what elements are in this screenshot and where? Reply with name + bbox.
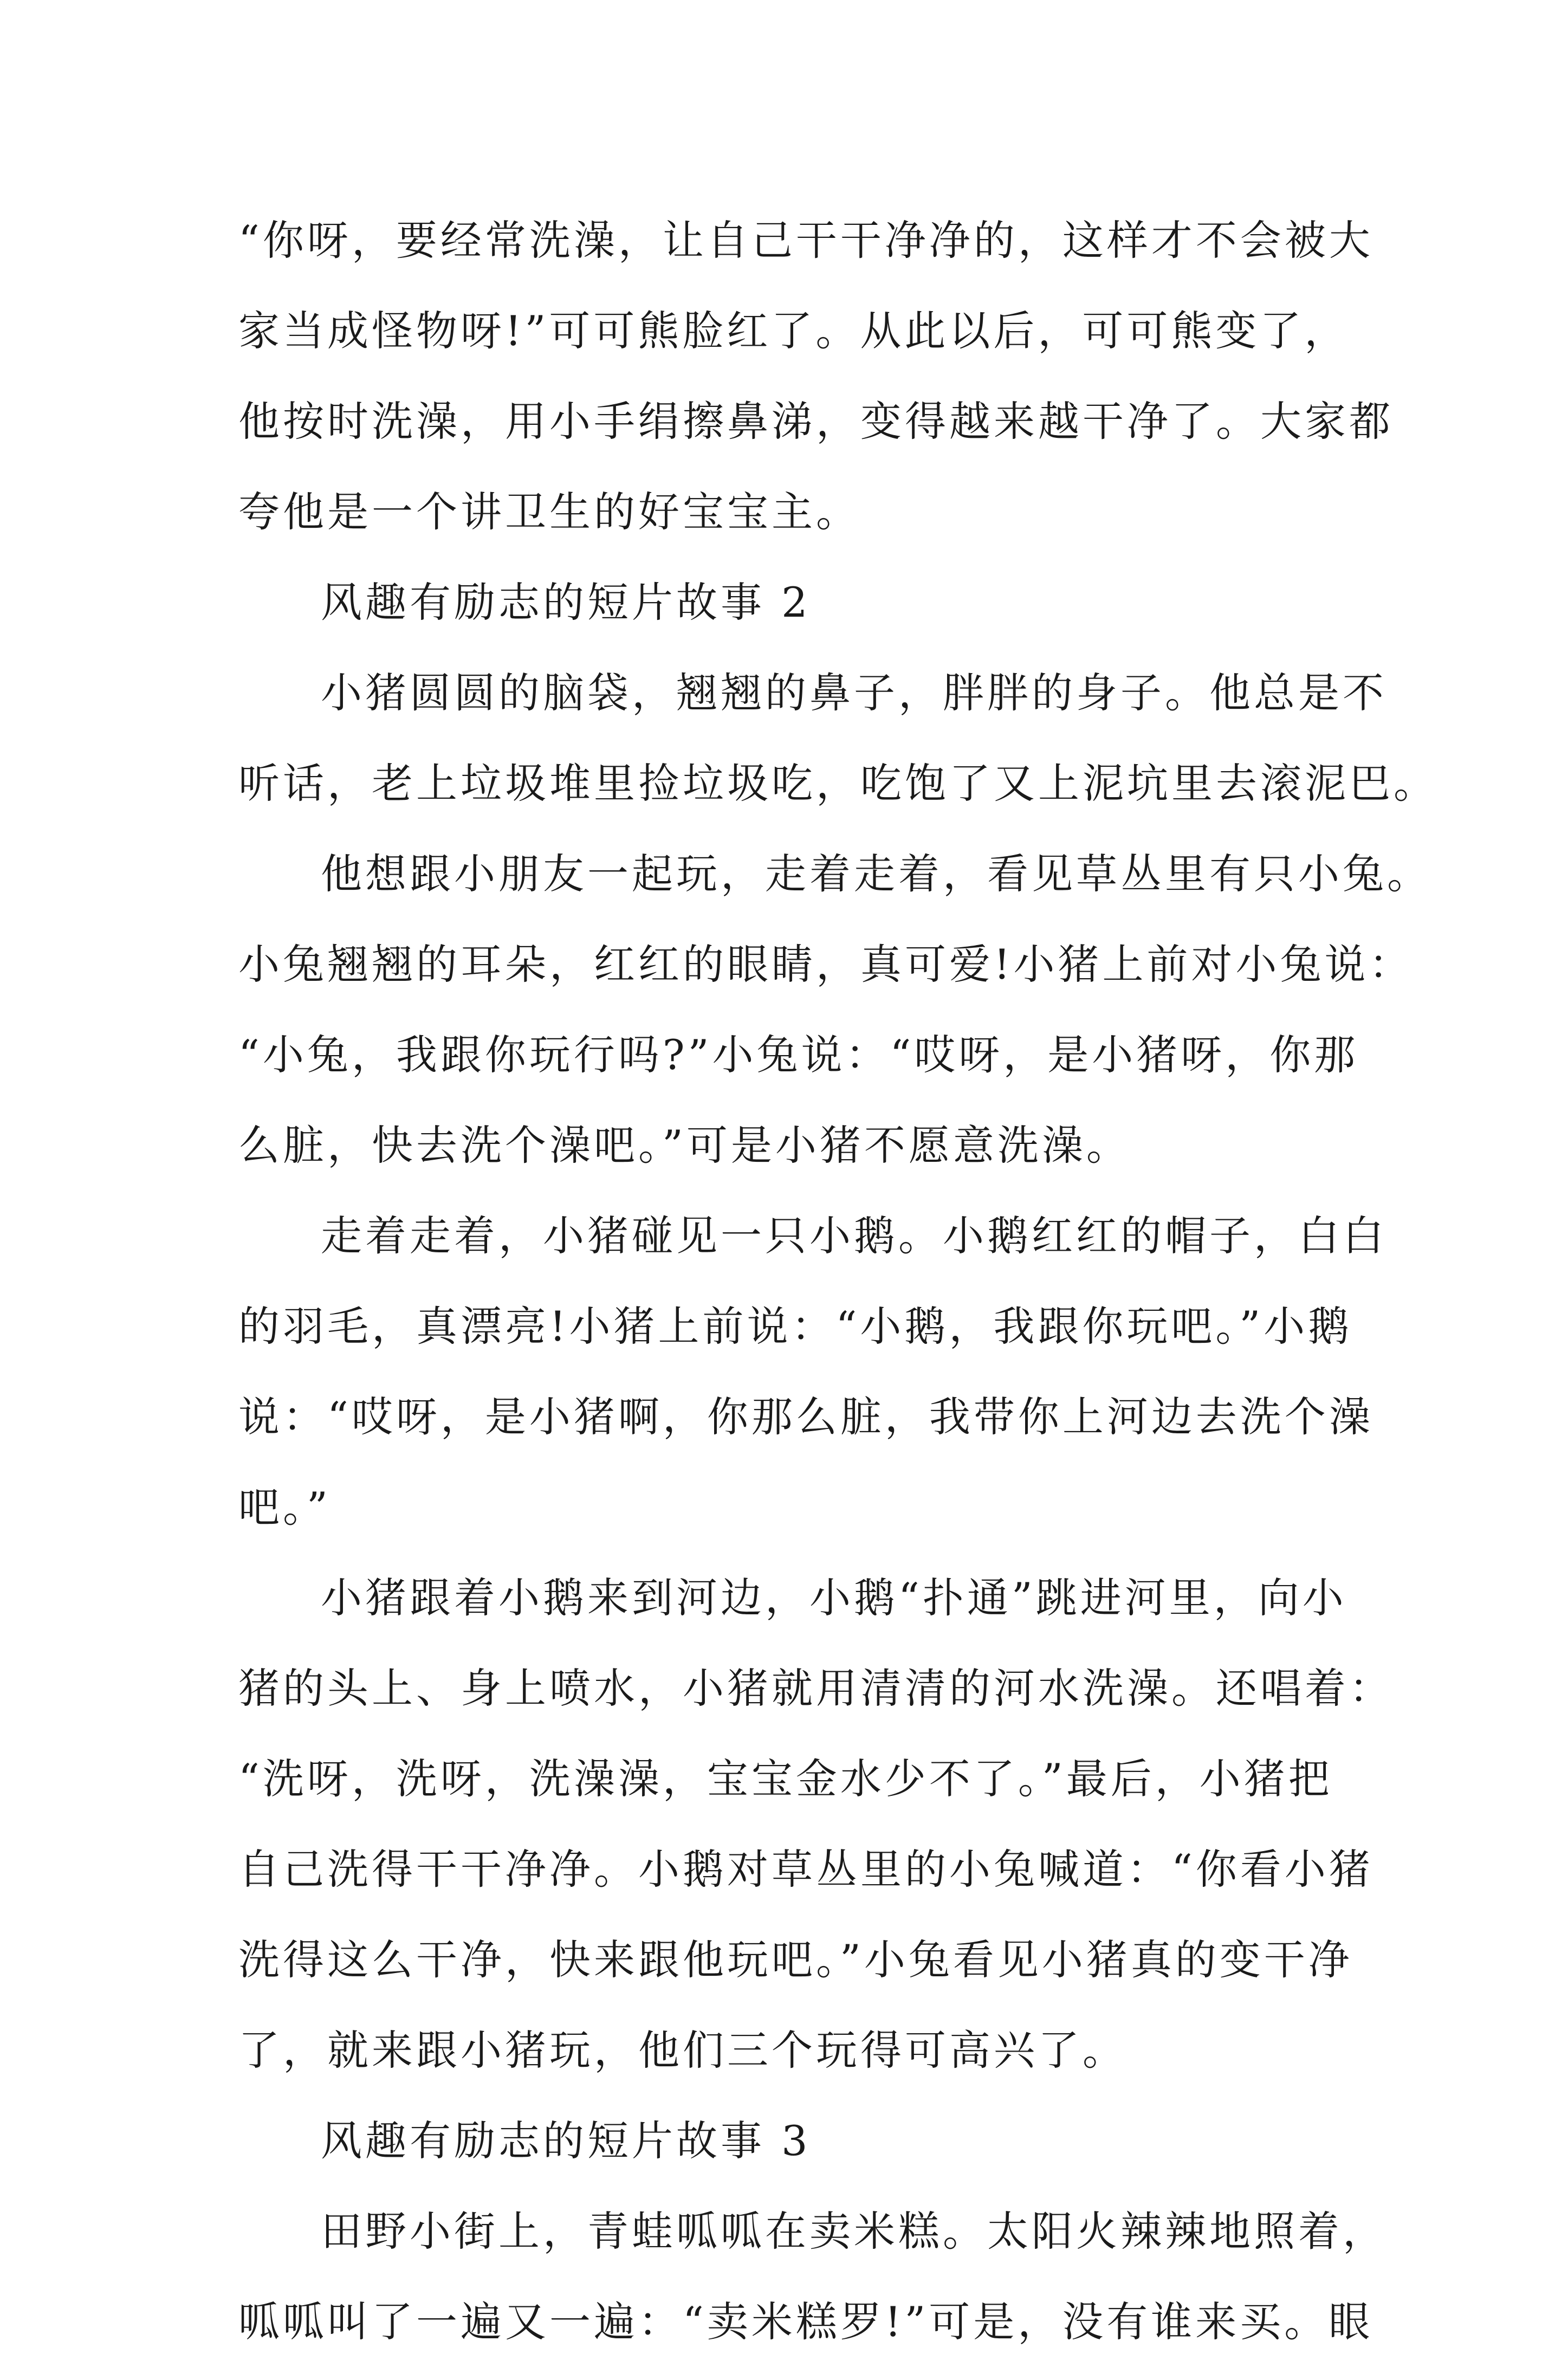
text-line: 夸他是一个讲卫生的好宝宝主。	[238, 488, 860, 536]
text-line: 他想跟小朋友一起玩，走着走着，看见草丛里有只小兔。	[321, 850, 1431, 898]
text-line: 呱呱叫了一遍又一遍：“卖米糕罗!”可是，没有谁来买。眼	[238, 2298, 1373, 2346]
text-line: 听话，老上垃圾堆里捡垃圾吃，吃饱了又上泥坑里去滚泥巴。	[238, 759, 1438, 807]
text-line: 吧。”	[238, 1483, 331, 1531]
text-line: “你呀，要经常洗澡，让自己干干净净的，这样才不会被大	[238, 216, 1373, 264]
section-heading: 风趣有励志的短片故事 2	[321, 578, 811, 626]
text-line: 说：“哎呀，是小猪啊，你那么脏，我带你上河边去洗个澡	[238, 1393, 1373, 1441]
document-body	[238, 195, 1438, 2367]
text-line: 小猪跟着小鹅来到河边，小鹅“扑通”跳进河里，向小	[321, 1574, 1347, 1622]
text-line: 猪的头上、身上喷水，小猪就用清清的河水洗澡。还唱着：	[238, 1664, 1394, 1712]
text-line: 了，就来跟小猪玩，他们三个玩得可高兴了。	[238, 2026, 1127, 2074]
text-line: 他按时洗澡，用小手绢擦鼻涕，变得越来越干净了。大家都	[238, 397, 1394, 445]
text-line: 小猪圆圆的脑袋，翘翘的鼻子，胖胖的身子。他总是不	[321, 669, 1387, 717]
text-line: “小兔，我跟你玩行吗?”小兔说：“哎呀，是小猪呀，你那	[238, 1031, 1359, 1079]
text-line: 的羽毛，真漂亮!小猪上前说：“小鹅，我跟你玩吧。”小鹅	[238, 1302, 1353, 1350]
text-line: 小兔翘翘的耳朵，红红的眼睛，真可爱!小猪上前对小兔说：	[238, 940, 1414, 988]
text-line: 田野小街上，青蛙呱呱在卖米糕。太阳火辣辣地照着，	[321, 2207, 1387, 2255]
text-line: 洗得这么干净，快来跟他玩吧。”小兔看见小猪真的变干净	[238, 1936, 1353, 1984]
section-heading: 风趣有励志的短片故事 3	[321, 2117, 811, 2165]
text-line: 走着走着，小猪碰见一只小鹅。小鹅红红的帽子，白白	[321, 1212, 1387, 1260]
text-line: 么脏，快去洗个澡吧。”可是小猪不愿意洗澡。	[238, 1121, 1131, 1169]
text-line: 自己洗得干干净净。小鹅对草丛里的小兔喊道：“你看小猪	[238, 1845, 1373, 1893]
text-line: “洗呀，洗呀，洗澡澡，宝宝金水少不了。”最后，小猪把	[238, 1755, 1333, 1803]
text-line: 家当成怪物呀!”可可熊脸红了。从此以后，可可熊变了，	[238, 307, 1349, 355]
